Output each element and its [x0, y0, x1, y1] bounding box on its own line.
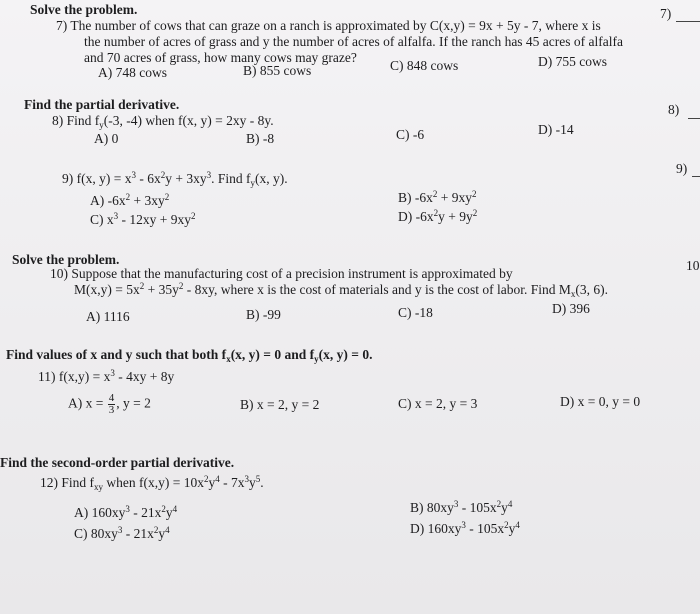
q9-b-part2: + 9xy: [437, 190, 472, 205]
q12-text-m2: y: [208, 475, 216, 490]
q9-option-c: [90, 212, 195, 228]
q9-a-exp2: 2: [164, 192, 170, 202]
q12-c-exp3: 4: [165, 525, 170, 535]
q12-d-part3: y: [508, 521, 516, 536]
q12-c-exp1: 3: [117, 525, 123, 535]
q10-text-line1: 10) Suppose that the manufacturing cost of a precision instrument is approximated by: [50, 266, 513, 281]
q9-c-exp2: 2: [190, 211, 196, 221]
q9-d-exp1: 2: [433, 208, 439, 218]
q12-text-m4: y: [248, 475, 256, 490]
q12-exp2: 4: [215, 474, 220, 484]
q11-text: [38, 369, 174, 385]
q12-option-b: [410, 500, 512, 516]
q9-option-a: [90, 193, 169, 209]
q9-d-part2: y + 9y: [438, 209, 473, 224]
q7-option-d: D) 755 cows: [538, 54, 607, 69]
q9-d-exp2: 2: [472, 208, 478, 218]
q11-text-post: - 4xy + 8y: [114, 369, 175, 384]
q9-text-post: (x, y).: [255, 171, 288, 186]
q9-text-m3: . Find f: [211, 171, 251, 186]
q10-l2-part-a: M(x,y) = 5x: [74, 282, 140, 297]
q7-text-line2: the number of acres of grass and y the number of acres of alfalfa. If the ranch has 45 acres of alfalfa: [84, 34, 623, 49]
q12-a-part3: y: [165, 505, 173, 520]
q11-text-pre: 11) f(x,y) = x: [38, 369, 111, 384]
q12-d-part1: D) 160xy: [410, 521, 462, 536]
q12-exp1: 2: [203, 474, 209, 484]
q11-option-b: B) x = 2, y = 2: [240, 397, 320, 412]
q11-a-post: , y = 2: [116, 395, 151, 411]
q9-a-part2: + 3xy: [130, 193, 165, 208]
q7-option-a: A) 748 cows: [98, 65, 167, 80]
q12-exp3: 3: [244, 474, 249, 484]
q11-a-numerator: 4: [108, 392, 115, 404]
q9-b-part1: B) -6x: [398, 190, 433, 205]
q7-answer-number: 7): [660, 6, 672, 21]
q9-c-exp1: 3: [113, 211, 119, 221]
q12-text-mid: when f(x,y) = 10x: [103, 475, 204, 490]
q9-c-part1: C) x: [90, 212, 114, 227]
q10-l2-subscript: x: [570, 289, 576, 299]
q11-option-a: [68, 393, 151, 416]
q12-text-pre: 12) Find f: [40, 475, 94, 490]
q10-text-line2: [74, 282, 608, 298]
q9-option-d: [398, 209, 477, 225]
s4-heading-part-c: (x, y) = 0.: [318, 347, 373, 362]
section-heading-find-values: [6, 347, 372, 363]
q7-text-line3: and 70 acres of grass, how many cows may graze?: [84, 50, 357, 65]
section-heading-solve-1: Solve the problem.: [30, 2, 138, 17]
q10-l2-part-c: - 8xy, where x is the cost of materials and y is the cost of labor. Find M: [183, 282, 571, 297]
q12-c-part3: y: [158, 526, 166, 541]
section-heading-solve-2: Solve the problem.: [12, 252, 120, 267]
q12-d-part2: - 105x: [465, 521, 505, 536]
q11-exp1: 3: [110, 368, 115, 378]
q12-d-exp2: 2: [504, 520, 509, 530]
section-heading-second-order: Find the second-order partial derivative.: [0, 455, 235, 470]
q12-text-post: .: [260, 475, 264, 490]
q12-d-exp1: 3: [461, 520, 466, 530]
q7-text-line1: 7) The number of cows that can graze on a ranch is approximated by C(x,y) = 9x + 5y - 7, where x is: [56, 18, 601, 33]
q9-text-pre: 9) f(x, y) = x: [62, 171, 132, 186]
q7-option-b: B) 855 cows: [243, 63, 312, 78]
q10-option-c: C) -18: [398, 305, 433, 320]
q9-exp3: 3: [206, 170, 212, 180]
q12-text-m3: - 7x: [219, 475, 245, 490]
q10-option-b: B) -99: [246, 307, 281, 322]
q9-b-exp2: 2: [472, 189, 477, 199]
q8-text-post: (-3, -4) when f(x, y) = 2xy - 8y.: [103, 113, 274, 128]
q12-option-a: [74, 505, 177, 521]
q11-option-c: C) x = 2, y = 3: [398, 396, 478, 411]
s4-heading-part-b: (x, y) = 0 and f: [230, 347, 315, 362]
s4-heading-sub2: y: [314, 354, 319, 364]
q9-option-b: [398, 190, 477, 206]
s4-heading-sub1: x: [226, 354, 231, 364]
q12-subscript: xy: [94, 482, 103, 492]
q12-option-c: [74, 526, 170, 542]
q12-text: [40, 475, 264, 491]
q9-text-m1: - 6x: [135, 171, 161, 186]
q11-option-d: D) x = 0, y = 0: [560, 394, 641, 409]
q12-a-part2: - 21x: [129, 505, 162, 520]
q9-answer-blank[interactable]: [692, 176, 700, 177]
q10-l2-exp1: 2: [139, 281, 145, 291]
q10-l2-exp2: 2: [178, 281, 184, 291]
q12-b-part1: B) 80xy: [410, 500, 454, 515]
q9-b-exp1: 2: [432, 189, 438, 199]
q7-answer-blank[interactable]: [676, 21, 700, 22]
q10-l2-part-d: (3, 6).: [575, 282, 609, 297]
q8-answer-blank[interactable]: [688, 118, 700, 119]
q12-exp4: 5: [255, 474, 261, 484]
q8-text: [52, 113, 274, 129]
q9-d-part1: D) -6x: [398, 209, 434, 224]
q8-text-pre: 8) Find f: [52, 113, 100, 128]
q12-b-exp2: 2: [496, 499, 502, 509]
q12-a-exp1: 3: [125, 504, 130, 514]
q10-l2-part-b: + 35y: [144, 282, 179, 297]
q11-a-pre: A) x =: [68, 395, 107, 411]
s4-heading-part-a: Find values of x and y such that both f: [6, 347, 227, 362]
q10-option-a: A) 1116: [86, 309, 130, 324]
q12-a-part1: A) 160xy: [74, 505, 126, 520]
q11-a-fraction: [108, 393, 116, 416]
q12-option-d: [410, 521, 520, 537]
q8-answer-number: 8): [668, 102, 680, 117]
q10-answer-number: 10: [686, 258, 700, 273]
q12-c-part2: - 21x: [122, 526, 154, 541]
q12-b-exp3: 4: [507, 499, 513, 509]
q8-option-a: A) 0: [94, 131, 119, 146]
q12-a-exp2: 2: [161, 504, 166, 514]
q9-a-exp1: 2: [125, 192, 131, 202]
q9-text: [62, 171, 288, 187]
q12-b-part3: y: [501, 500, 508, 515]
q9-a-part1: A) -6x: [90, 193, 126, 208]
q9-text-m2: y + 3xy: [165, 171, 207, 186]
section-heading-partial-derivative: Find the partial derivative.: [24, 97, 180, 112]
q8-option-c: C) -6: [396, 127, 425, 142]
q9-answer-number: 9): [676, 161, 688, 176]
q9-exp2: 2: [160, 170, 166, 180]
q12-b-part2: - 105x: [458, 500, 497, 515]
q11-a-denominator: 3: [108, 404, 115, 416]
q12-d-exp3: 4: [515, 520, 520, 530]
q9-c-part2: - 12xy + 9xy: [118, 212, 191, 227]
q9-exp1: 3: [131, 170, 136, 180]
q9-subscript: y: [250, 178, 255, 188]
q12-c-exp2: 2: [153, 525, 159, 535]
q12-c-part1: C) 80xy: [74, 526, 118, 541]
q8-subscript: y: [99, 120, 104, 130]
q12-a-exp3: 4: [172, 504, 178, 514]
q8-option-b: B) -8: [246, 131, 275, 146]
q7-option-c: C) 848 cows: [390, 58, 459, 73]
q10-option-d: D) 396: [552, 301, 590, 316]
q12-b-exp1: 3: [453, 499, 459, 509]
q8-option-d: D) -14: [538, 122, 574, 137]
